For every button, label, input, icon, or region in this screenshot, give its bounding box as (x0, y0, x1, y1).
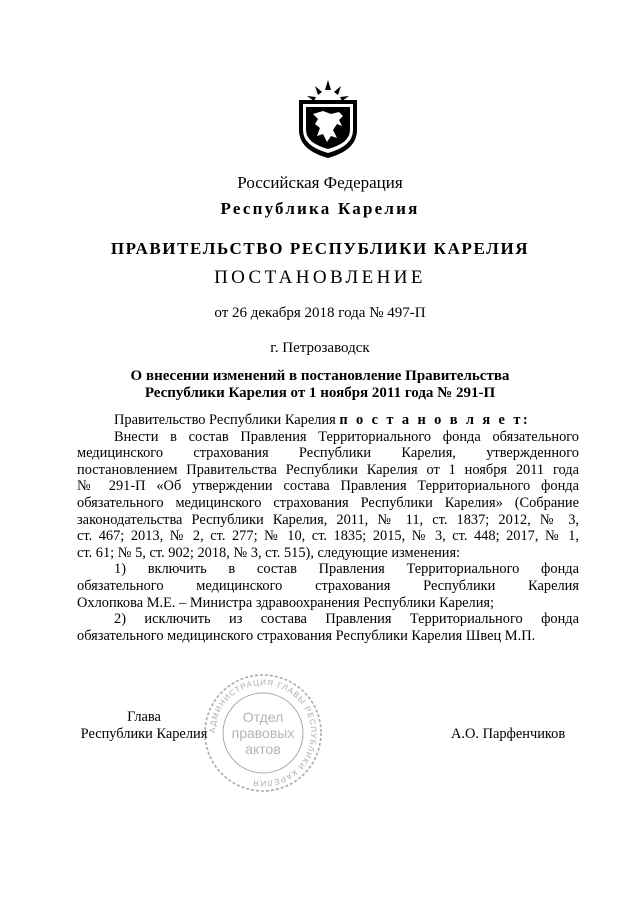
body-line: постановлением Правительства Республики Карелия от 1 ноября 2011 года (77, 461, 579, 478)
body-line: обязательного медицинского страхования Республики Карелия (77, 577, 579, 594)
stamp-text: актов (245, 741, 281, 757)
body-line (77, 412, 579, 429)
government-heading: ПРАВИТЕЛЬСТВО РЕСПУБЛИКИ КАРЕЛИЯ (110, 239, 530, 258)
signatory-title-line: Глава (127, 709, 161, 725)
republic-name: Республика Карелия (220, 199, 420, 218)
decree-title-line: О внесении изменений в постановление Правительства (130, 368, 510, 384)
resolves-word: п о с т а н о в л я е т: (339, 412, 531, 428)
body-line: обязательного медицинского страхования Республики Карелия Швец М.П. (77, 627, 536, 644)
signatory-title (78, 709, 210, 743)
office-stamp (200, 670, 326, 796)
city: г. Петрозаводск (270, 340, 370, 356)
decree-title-line: Республики Карелия от 1 ноября 2011 года № 291-П (144, 385, 496, 401)
body-line: медицинского страхования Республики Карелия, утвержденного (77, 445, 579, 462)
body-line: ст. 61; № 5, ст. 902; 2018, № 3, ст. 515), следующие изменения: (77, 544, 461, 561)
body-line: обязательного медицинского страхования Республики Карелия» (Собрание (77, 494, 579, 511)
stamp-ring-text: АДМИНИСТРАЦИЯ ГЛАВЫ РЕСПУБЛИКИ КАРЕЛИЯ (207, 677, 319, 789)
body-line: Внести в состав Правления Территориального фонда обязательного (114, 428, 579, 445)
body-line: 2) исключить из состава Правления Территориального фонда (114, 611, 579, 628)
signatory-title-line: Республики Карелия (80, 726, 208, 742)
body-line: Охлопкова М.Е. – Министра здравоохранения Республики Карелия; (77, 594, 495, 611)
body-line: законодательства Республики Карелия, 2011, № 11, ст. 1837; 2012, № 3, (77, 511, 579, 528)
decree-date-number: от 26 декабря 2018 года № 497-П (214, 305, 426, 321)
decree-body (77, 412, 579, 644)
country-name: Российская Федерация (237, 173, 403, 192)
body-text: Правительство Республики Карелия (114, 412, 340, 428)
document-type: ПОСТАНОВЛЕНИЕ (214, 267, 426, 288)
signatory-name: А.О. Парфенчиков (451, 726, 566, 742)
body-line: № 291-П «Об утверждении состава Правления Территориального фонда (77, 478, 579, 495)
decree-title (0, 368, 640, 402)
stamp-text: правовых (231, 725, 295, 741)
body-line: 1) включить в состав Правления Территориального фонда (114, 561, 579, 578)
body-line: ст. 467; 2013, № 2, ст. 277; № 10, ст. 1835; 2015, № 3, ст. 448; 2017, № 1, (77, 528, 579, 545)
stamp-text: Отдел (242, 709, 284, 725)
karelia-coat-of-arms-icon (293, 78, 363, 160)
